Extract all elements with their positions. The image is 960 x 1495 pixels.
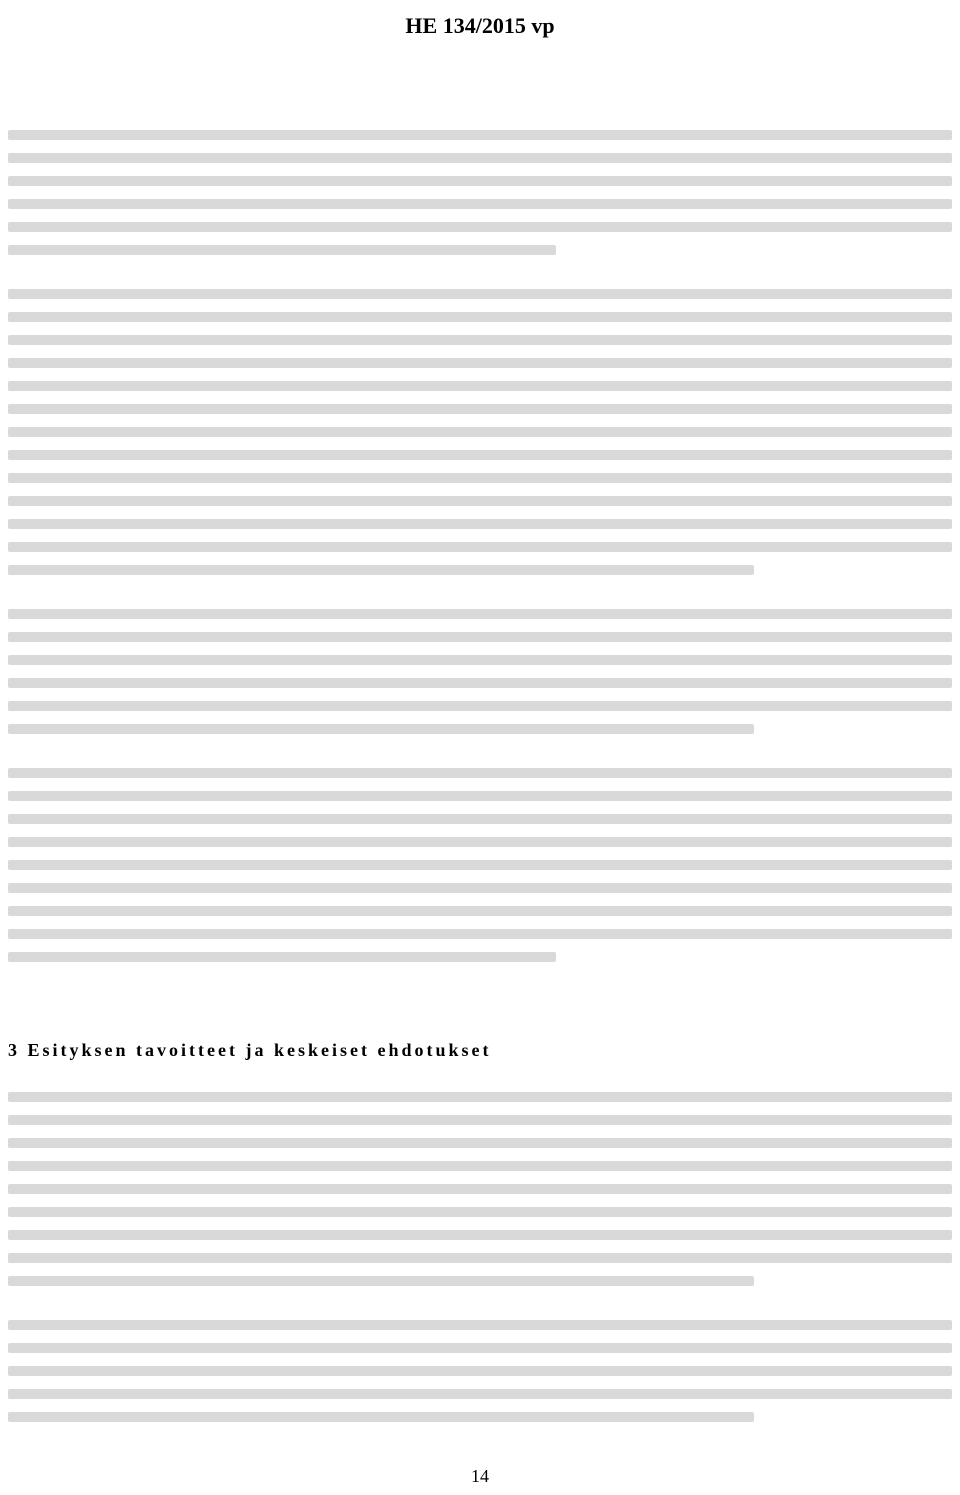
document-header xyxy=(0,0,960,52)
section-heading: 3 Esityksen tavoitteet ja keskeiset ehdotukset xyxy=(8,1040,492,1060)
body-text-upper xyxy=(8,130,952,996)
document-id: HE 134/2015 vp xyxy=(405,13,555,38)
page-number: 14 xyxy=(471,1466,489,1486)
paragraph-placeholder xyxy=(8,1092,952,1286)
paragraph-placeholder xyxy=(8,768,952,962)
paragraph-placeholder xyxy=(8,130,952,255)
body-text-lower xyxy=(8,1092,952,1456)
paragraph-placeholder xyxy=(8,609,952,734)
paragraph-placeholder xyxy=(8,289,952,575)
paragraph-placeholder xyxy=(8,1320,952,1422)
